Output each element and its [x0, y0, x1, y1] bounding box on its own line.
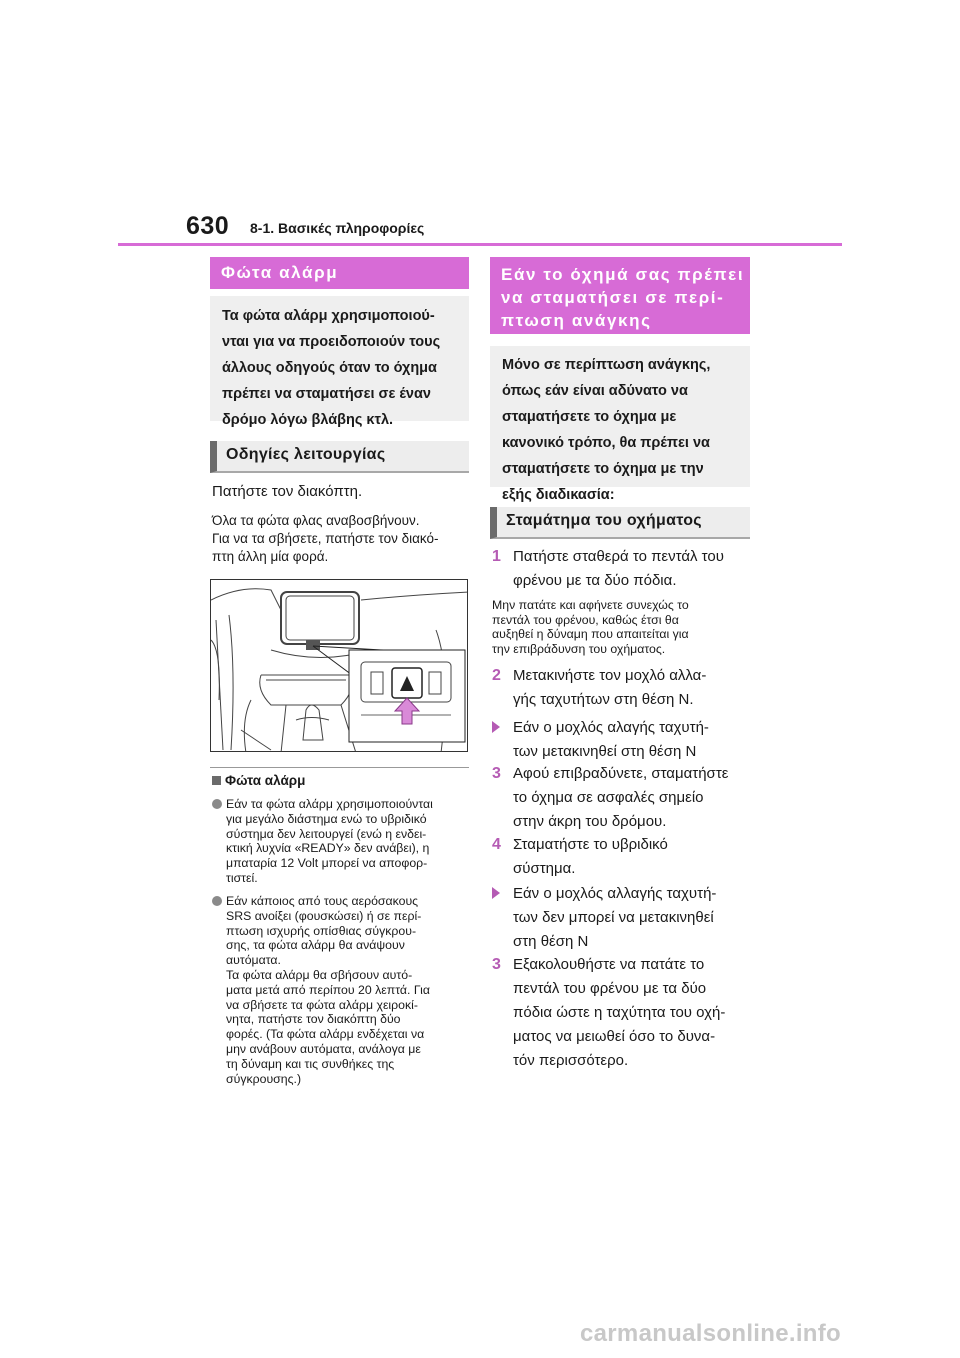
step-3 — [492, 762, 771, 834]
step-1 — [492, 545, 771, 593]
step-line: το όχημα σε ασφαλές σημείο — [513, 789, 704, 806]
condition-line: Εάν ο μοχλός αλλαγής ταχυτή- — [513, 885, 717, 902]
circle-bullet-icon — [212, 799, 222, 809]
page-number: 630 — [186, 212, 230, 240]
intro-line: κανονικό τρόπο, θα πρέπει να — [502, 435, 710, 451]
chapter-title: 8-1. Βασικές πληροφορίες — [250, 220, 425, 236]
bullet-line: νητα, πατήστε τον διακόπτη δύο — [226, 1012, 401, 1027]
step-line: Μετακινήστε τον μοχλό αλλα- — [513, 667, 707, 684]
bullet-line: ματα μετά από περίπου 20 λεπτά. Για — [226, 982, 430, 997]
condition-lever-stuck — [492, 882, 771, 954]
bullet-line: Εάν τα φώτα αλάρμ χρησιμοποιούνται — [226, 797, 433, 811]
bullet-line: τη δύναμη και τις συνθήκες της — [226, 1056, 395, 1071]
bullet-line: σύστημα δεν λειτουργεί (ενώ η ενδει- — [226, 826, 427, 841]
bullet-line: φορές. (Τα φώτα αλάρμ ενδέχεται να — [226, 1027, 425, 1042]
step-number: 1 — [492, 548, 501, 565]
step-line: φρένου με τα δύο πόδια. — [513, 572, 677, 589]
instruction-note — [212, 512, 470, 566]
intro-line: άλλους οδηγούς όταν το όχημα — [222, 360, 437, 376]
emergency-heading-line: πτωση ανάγκης — [501, 311, 652, 330]
bullet-line: αυτόματα. — [226, 953, 281, 968]
watermark: carmanualsonline.info — [580, 1320, 842, 1347]
condition-line: των δεν μπορεί να μετακινηθεί — [513, 909, 714, 926]
emergency-stop-heading — [490, 257, 750, 334]
intro-line: όπως εάν είναι αδύνατο να — [502, 383, 688, 399]
step-line: στην άκρη του δρόμου. — [513, 813, 667, 830]
intro-line: Μόνο σε περίπτωση ανάγκης, — [502, 357, 711, 373]
bullet-item — [212, 894, 488, 1086]
intro-line: σταματήσετε το όχημα με την — [502, 461, 704, 477]
step-line: πόδια ώστε η ταχύτητα του οχή- — [513, 1004, 726, 1021]
step-line: Πατήστε σταθερά το πεντάλ του — [513, 548, 724, 565]
emergency-heading-line: να σταματήσει σε περί- — [501, 288, 725, 307]
step-4 — [492, 833, 771, 881]
note-line: Όλα τα φώτα φλας αναβοσβήνουν. — [212, 513, 420, 528]
bullet-item — [212, 797, 488, 886]
header-rule — [118, 243, 842, 246]
step-3-alternate — [492, 953, 771, 1073]
note-line: πτη άλλη μία φορά. — [212, 549, 329, 564]
bullet-line: μπαταρία 12 Volt μπορεί να αποφορ- — [226, 856, 428, 871]
bullet-line: τιστεί. — [226, 870, 258, 885]
circle-bullet-icon — [212, 896, 222, 906]
step-line: γής ταχυτήτων στη θέση N. — [513, 691, 694, 708]
step-2 — [492, 664, 771, 712]
step-line: σύστημα. — [513, 860, 576, 877]
bullet-line: σης, τα φώτα αλάρμ θα ανάψουν — [226, 938, 405, 953]
section-divider — [210, 767, 469, 768]
triangle-arrow-icon — [492, 721, 500, 733]
emergency-intro-box — [490, 346, 750, 503]
step-line: Εξακολουθήστε να πατάτε το — [513, 956, 705, 973]
note-line: Για να τα σβήσετε, πατήστε τον διακό- — [212, 531, 439, 546]
step-line: τόν περισσότερο. — [513, 1052, 629, 1069]
hazard-intro-box — [210, 296, 469, 428]
square-bullet-icon — [212, 776, 221, 785]
bullet-line: μην ανάβουν αυτόματα, ανάλογα με — [226, 1041, 421, 1056]
step-number: 2 — [492, 667, 501, 684]
triangle-arrow-icon — [492, 887, 500, 899]
emergency-heading-line: Εάν το όχημά σας πρέπει — [501, 265, 745, 284]
operating-instructions-heading-text: Οδηγίες λειτουργίας — [226, 446, 386, 463]
intro-line: δρόμο λόγω βλάβης κτλ. — [222, 412, 394, 428]
step-number: 3 — [492, 956, 501, 973]
bullet-line: να σβήσετε τα φώτα αλάρμ χειροκί- — [226, 997, 418, 1012]
bullet-line: κτική λυχνία «READY» δεν ανάβει), η — [226, 841, 430, 856]
note-line: πεντάλ του φρένου, καθώς έτσι θα — [492, 612, 679, 627]
intro-line: πρέπει να σταματήσει σε έναν — [222, 386, 431, 402]
bullet-line: για μεγάλο διάστημα ενώ το υβριδικό — [226, 811, 427, 826]
condition-line: Εάν ο μοχλός αλαγής ταχυτή- — [513, 719, 709, 736]
bullet-line: SRS ανοίξει (φουσκώσει) ή σε περί- — [226, 908, 422, 923]
intro-line: σταματήσετε το όχημα με — [502, 409, 677, 425]
hazard-notes-label — [212, 772, 305, 790]
bullet-line: πτωση ισχυρής οπίσθιας σύγκρου- — [226, 923, 417, 938]
stopping-vehicle-heading — [490, 507, 750, 539]
condition-lever-moved — [492, 716, 771, 764]
note-line: Μην πατάτε και αφήνετε συνεχώς το — [492, 598, 689, 612]
bullet-line: Τα φώτα αλάρμ θα σβήσουν αυτό- — [226, 967, 413, 982]
hazard-switch-illustration — [210, 579, 468, 752]
hazard-lights-heading — [210, 257, 469, 289]
condition-line: στη θέση N — [513, 933, 589, 950]
intro-line: εξής διαδικασία: — [502, 487, 615, 503]
intro-line: νται για να προειδοποιούν τους — [222, 334, 441, 350]
bullet-line: Εάν κάποιος από τους αερόσακους — [226, 894, 419, 908]
dashboard-drawing — [211, 580, 468, 752]
hazard-notes-label-text: Φώτα αλάρμ — [225, 773, 306, 788]
step-number: 3 — [492, 765, 501, 782]
note-line: την επιβράδυνση του οχήματος. — [492, 641, 666, 656]
step-line: Αφού επιβραδύνετε, σταματήστε — [513, 765, 729, 782]
intro-line: Τα φώτα αλάρμ χρησιμοποιού- — [222, 308, 435, 324]
step-line: πεντάλ του φρένου με τα δύο — [513, 980, 707, 997]
press-switch-text: Πατήστε τον διακόπτη. — [212, 483, 363, 500]
stopping-vehicle-heading-text: Σταμάτημα του οχήματος — [506, 512, 702, 529]
note-line: αυξηθεί η δύναμη που απαιτείται για — [492, 627, 689, 641]
operating-instructions-heading — [210, 441, 469, 473]
bullet-line: σύγκρουσης.) — [226, 1071, 302, 1086]
condition-line: των μετακινηθεί στη θέση N — [513, 743, 697, 760]
step-line: ματος να μειωθεί όσο το δυνα- — [513, 1028, 716, 1045]
step-line: Σταματήστε το υβριδικό — [513, 836, 668, 853]
hazard-lights-heading-text: Φώτα αλάρμ — [221, 263, 339, 282]
step-number: 4 — [492, 836, 501, 853]
step-1-note — [492, 598, 750, 656]
